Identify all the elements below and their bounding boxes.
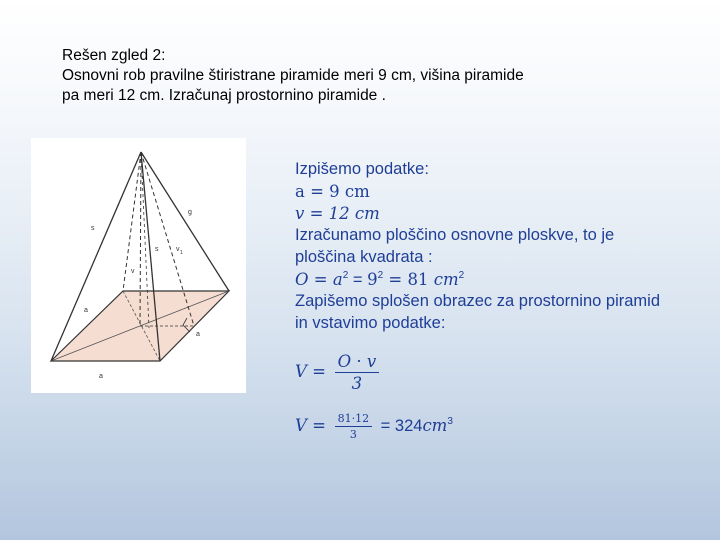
lateral-edge-back-right (141, 152, 229, 291)
given-edge: a = 9 cm (295, 182, 370, 201)
volume-formula (295, 352, 383, 393)
result-exp: 3 (447, 415, 453, 427)
problem-statement (62, 46, 682, 106)
label-a-left: a (84, 307, 88, 314)
area-eq-3: = 81 (383, 270, 434, 289)
area-nine: 9 (367, 270, 378, 289)
label-v: v (131, 268, 135, 275)
area-exp-2: 2 (377, 270, 384, 281)
volume-lhs: V = (295, 361, 326, 381)
label-s-left: s (91, 225, 95, 232)
area-formula (295, 270, 464, 290)
step-area-text-1: Izračunamo ploščino osnovne ploskve, to je (295, 226, 615, 244)
result-lhs: V = (295, 415, 326, 435)
label-a-right: a (196, 331, 200, 338)
label-v1-sub: 1 (180, 250, 183, 256)
label-v1: v (176, 246, 180, 253)
given-height: v = 12 cm (295, 204, 380, 223)
result-formula (295, 412, 453, 441)
area-symbol: O (295, 270, 309, 289)
result-denominator: 3 (349, 428, 357, 441)
area-exp-3: 2 (458, 270, 465, 281)
pyramid-figure (31, 138, 246, 393)
volume-fraction (335, 352, 380, 393)
label-a-bottom: a (99, 373, 103, 380)
solution-heading: Izpišemo podatke: (295, 160, 429, 178)
step-volume-text-2: in vstavimo podatke: (295, 314, 446, 332)
area-exp-1: 2 (342, 270, 349, 281)
result-value: = 324 (376, 416, 423, 435)
label-g: g (188, 209, 192, 216)
volume-numerator: O · v (335, 352, 380, 373)
area-unit: cm (433, 270, 459, 289)
volume-denominator: 3 (351, 374, 363, 393)
result-unit: cm (422, 415, 448, 435)
area-a: a (332, 270, 343, 289)
step-volume-text-1: Zapišemo splošen obrazec za prostornino piramid (295, 292, 661, 310)
problem-text-line-2: pa meri 12 cm. Izračunaj prostornino piramide . (62, 87, 386, 104)
result-fraction (335, 412, 373, 441)
area-eq-2: = (348, 271, 368, 289)
pyramid-diagram (31, 138, 246, 393)
problem-text-line-1: Osnovni rob pravilne štiristrane piramide meri 9 cm, višina piramide (62, 67, 524, 84)
problem-heading: Rešen zgled 2: (62, 47, 166, 64)
result-numerator: 81·12 (335, 412, 373, 427)
area-eq-1: = (308, 270, 333, 289)
label-s-inner: s (155, 246, 159, 253)
step-area-text-2: ploščina kvadrata : (295, 248, 433, 266)
